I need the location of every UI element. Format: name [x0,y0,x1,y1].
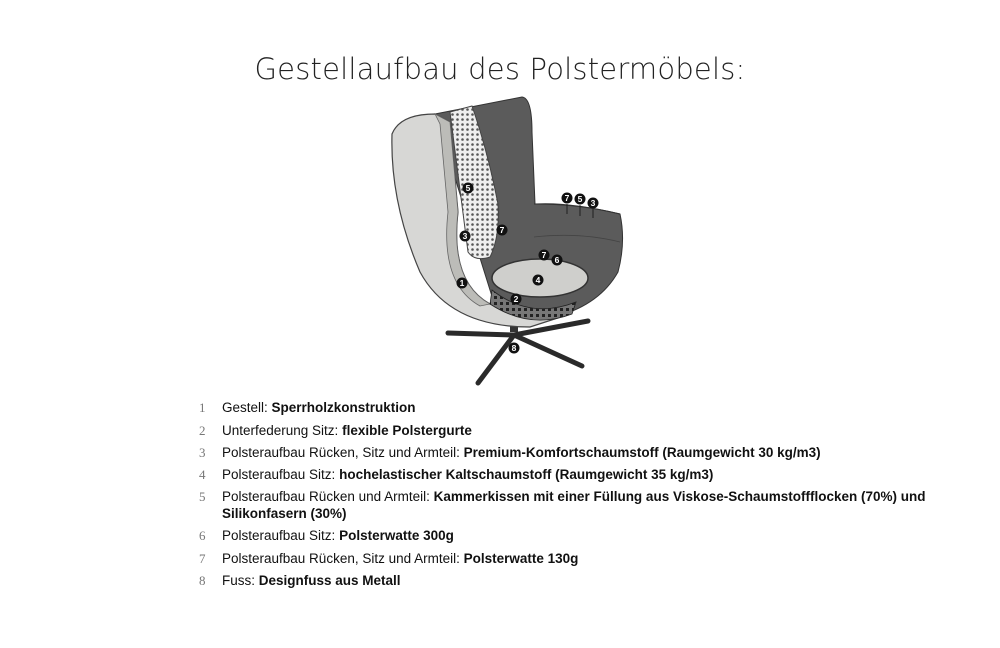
legend-label: Gestell: [222,400,272,415]
svg-text:7: 7 [499,225,505,235]
legend-item [196,466,936,483]
svg-text:7: 7 [541,250,547,260]
svg-text:1: 1 [459,278,465,288]
legend-value: hochelastischer Kaltschaumstoff (Raumgewicht 35 kg/m3) [339,467,714,482]
svg-text:7: 7 [564,193,570,203]
svg-text:5: 5 [577,194,583,204]
legend-item [196,572,936,589]
legend-number: 5 [199,489,206,504]
legend-label: Polsteraufbau Sitz: [222,528,340,543]
callout-7-back [497,225,508,236]
legend-number: 3 [199,445,206,460]
legend-label: Polsteraufbau Rücken und Armteil: [222,489,434,504]
legend-value: flexible Polstergurte [342,423,472,438]
legend-value: Kammerkissen mit einer Füllung aus Viskose-Schaumstoffflocken (70%) und Silikonfasern (30%) [222,489,926,521]
legend-item [196,550,936,567]
legend-value: Designfuss aus Metall [258,573,401,588]
callout-2 [511,294,522,305]
legend-number: 8 [199,573,206,588]
materials-legend [196,399,936,589]
callout-7 [539,250,550,261]
legend-label: Polsteraufbau Rücken, Sitz und Armteil: [222,551,464,566]
callout-7-arm [562,193,573,204]
svg-text:3: 3 [462,231,468,241]
callout-4 [533,275,544,286]
chair-construction-diagram [380,92,640,392]
callout-1 [457,278,468,289]
callout-3 [460,231,471,242]
legend-label: Polsteraufbau Rücken, Sitz und Armteil: [222,445,464,460]
legend-number: 2 [199,423,206,438]
legend-value: Polsterwatte 130g [463,551,579,566]
legend-item [196,422,936,439]
svg-text:6: 6 [554,255,560,265]
page-title: Gestellaufbau des Polstermöbels: [254,52,746,86]
svg-text:2: 2 [513,294,519,304]
legend-item [196,488,936,522]
svg-text:4: 4 [535,275,541,285]
legend-label: Polsteraufbau Sitz: [222,467,340,482]
legend-item [196,527,936,544]
callout-6 [552,255,563,266]
legend-value: Polsterwatte 300g [339,528,454,543]
legend-value: Sperrholzkonstruktion [271,400,416,415]
legend-number: 4 [199,467,206,482]
legend-item [196,444,936,461]
legend-item [196,399,936,416]
callout-3-arm [588,198,599,209]
svg-text:8: 8 [511,343,517,353]
legend-number: 6 [199,528,206,543]
callout-5 [463,183,474,194]
legend-number: 7 [199,551,206,566]
callout-8 [509,343,520,354]
legend-label: Unterfederung Sitz: [222,423,343,438]
legend-label: Fuss: [222,573,259,588]
svg-text:3: 3 [590,198,596,208]
callout-5-arm [575,194,586,205]
svg-text:5: 5 [465,183,471,193]
legend-number: 1 [199,400,206,415]
legend-value: Premium-Komfortschaumstoff (Raumgewicht 30 kg/m3) [463,445,821,460]
